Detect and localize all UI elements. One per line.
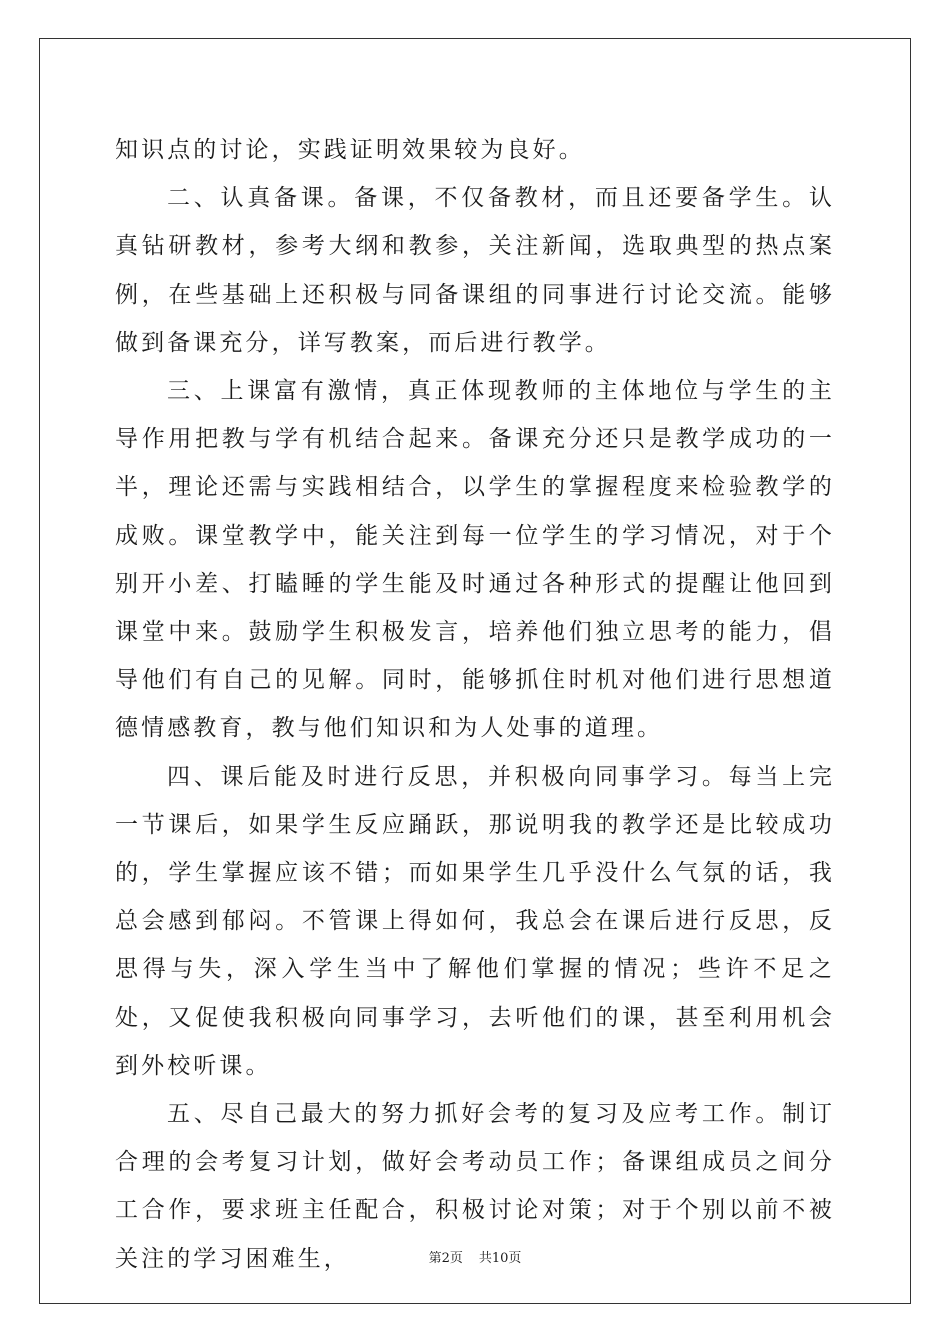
document-body bbox=[115, 126, 835, 1283]
paragraph-1: 知识点的讨论，实践证明效果较为良好。 bbox=[115, 137, 585, 163]
page-total: 共10页 bbox=[478, 1251, 522, 1266]
paragraph-2: 二、认真备课。备课，不仅备教材，而且还要备学生。认真钻研教材，参考大纲和教参，关注新闻，选取典型的热点案例，在些基础上还积极与同备课组的同事进行讨论交流。能够做到备课充分，详写教案，而后进行教学。 bbox=[115, 185, 835, 356]
paragraph-4: 四、课后能及时进行反思，并积极向同事学习。每当上完一节课后，如果学生反应踊跃，那说明我的教学还是比较成功的，学生掌握应该不错；而如果学生几乎没什么气氛的话，我总会感到郁闷。不管课上得如何，我总会在课后进行反思，反思得与失，深入学生当中了解他们掌握的情况；些许不足之处，又促使我积极向同事学习，去听他们的课，甚至利用机会到外校听课。 bbox=[115, 763, 835, 1079]
page-number: 第2页 bbox=[428, 1251, 463, 1266]
paragraph-3: 三、上课富有激情，真正体现教师的主体地位与学生的主导作用把教与学有机结合起来。备课充分还只是教学成功的一半，理论还需与实践相结合，以学生的掌握程度来检验教学的成败。课堂教学中，能关注到每一位学生的学习情况，对于个别开小差、打瞌睡的学生能及时通过各种形式的提醒让他回到课堂中来。鼓励学生积极发言，培养他们独立思考的能力，倡导他们有自己的见解。同时，能够抓住时机对他们进行思想道德情感教育，教与他们知识和为人处事的道理。 bbox=[115, 378, 835, 742]
paragraph-5: 五、尽自己最大的努力抓好会考的复习及应考工作。制订合理的会考复习计划，做好会考动员工作；备课组成员之间分工合作，要求班主任配合，积极讨论对策；对于个别以前不被关注的学习困难生， bbox=[115, 1101, 835, 1272]
page-footer bbox=[0, 1247, 950, 1266]
